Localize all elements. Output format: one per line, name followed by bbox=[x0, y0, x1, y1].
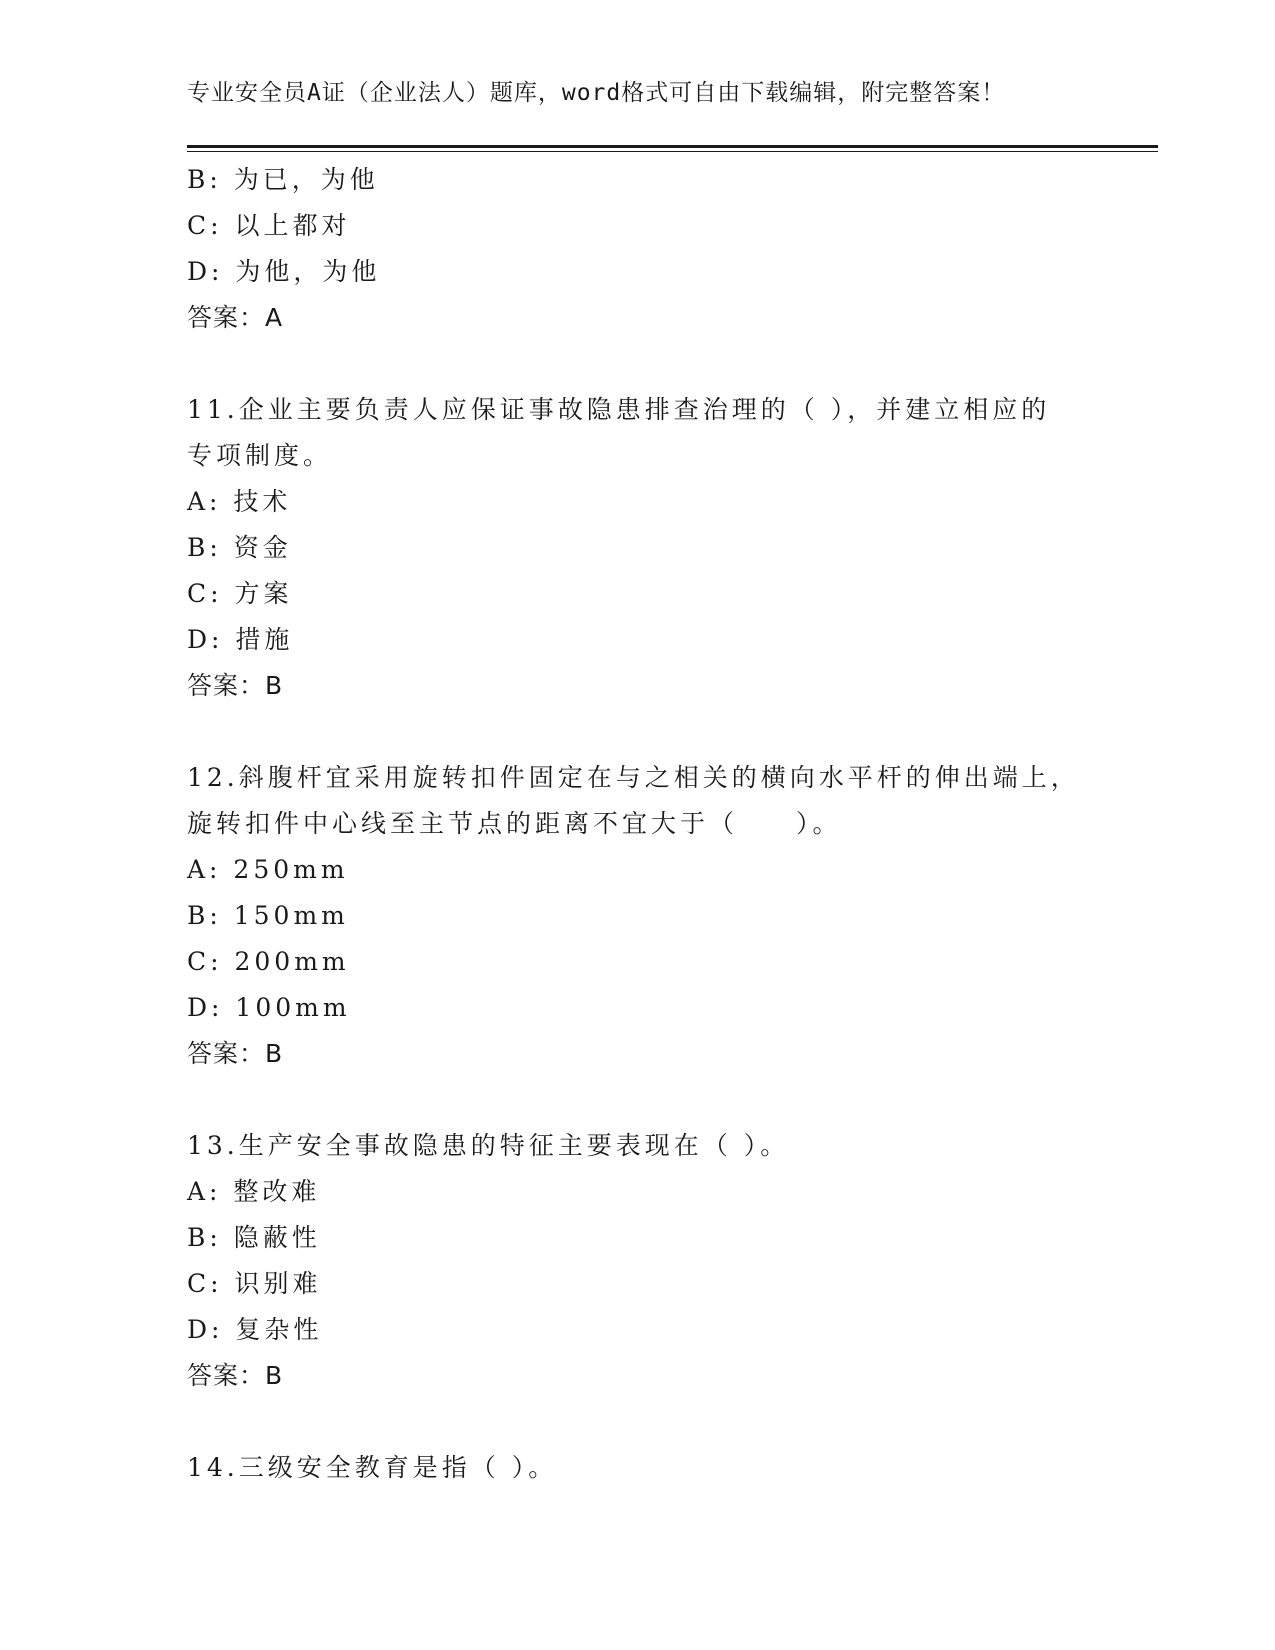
answer: 答案：B bbox=[187, 1039, 284, 1068]
option-a: A: 整改难 bbox=[187, 1177, 321, 1206]
question-content bbox=[187, 157, 1087, 1491]
option-d: D: 措施 bbox=[187, 625, 294, 654]
page-header: 专业安全员A证（企业法人）题库，word格式可自由下载编辑，附完整答案！ bbox=[187, 80, 1006, 106]
question-stem: 旋转扣件中心线至主节点的距离不宜大于（ ）。 bbox=[187, 809, 842, 838]
question-stem: 专项制度。 bbox=[187, 441, 333, 470]
question-stem: 11.企业主要负责人应保证事故隐患排查治理的（ ），并建立相应的 bbox=[187, 395, 1051, 424]
question-12 bbox=[187, 755, 1087, 1077]
option-d: D: 复杂性 bbox=[187, 1315, 323, 1344]
question-stem: 14.三级安全教育是指（ ）。 bbox=[187, 1453, 558, 1482]
spacer bbox=[187, 709, 1087, 755]
question-stem: 12.斜腹杆宜采用旋转扣件固定在与之相关的横向水平杆的伸出端上， bbox=[187, 763, 1080, 792]
answer: 答案：B bbox=[187, 671, 284, 700]
question-13 bbox=[187, 1123, 1087, 1399]
spacer bbox=[187, 1077, 1087, 1123]
option-b: B: 为已，为他 bbox=[187, 165, 379, 194]
option-b: B: 隐蔽性 bbox=[187, 1223, 321, 1252]
option-d: D: 为他，为他 bbox=[187, 257, 381, 286]
spacer bbox=[187, 341, 1087, 387]
option-a: A: 技术 bbox=[187, 487, 292, 516]
option-c: C: 200mm bbox=[187, 947, 350, 976]
question-stem: 13.生产安全事故隐患的特征主要表现在（ ）。 bbox=[187, 1131, 790, 1160]
option-a: A: 250mm bbox=[187, 855, 349, 884]
header-rule-thin bbox=[187, 151, 1158, 152]
option-d: D: 100mm bbox=[187, 993, 351, 1022]
option-b: B: 资金 bbox=[187, 533, 292, 562]
spacer bbox=[187, 1399, 1087, 1445]
option-c: C: 方案 bbox=[187, 579, 293, 608]
answer: 答案：A bbox=[187, 303, 284, 332]
option-c: C: 识别难 bbox=[187, 1269, 322, 1298]
option-c: C: 以上都对 bbox=[187, 211, 351, 240]
header-rule-thick bbox=[187, 145, 1158, 148]
question-14 bbox=[187, 1445, 1087, 1491]
option-b: B: 150mm bbox=[187, 901, 349, 930]
question-11 bbox=[187, 387, 1087, 709]
prev-question bbox=[187, 157, 1087, 341]
answer: 答案：B bbox=[187, 1361, 284, 1390]
